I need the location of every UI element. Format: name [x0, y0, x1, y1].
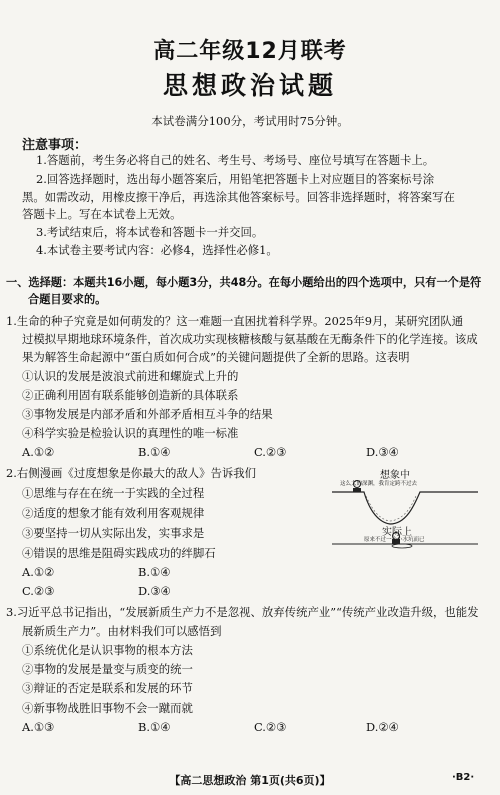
q2-item: ①思维与存在在统一于实践的全过程: [22, 486, 205, 500]
q1-stem: 果为解答生命起源中“蛋白质如何合成”的关键问题提供了全新的思路。这表明: [22, 350, 410, 364]
q1-item: ③事物发展是内部矛盾和外部矛盾相互斗争的结果: [22, 407, 273, 421]
q1-option-a[interactable]: A.①②: [22, 445, 55, 459]
q3-option-d[interactable]: D.②④: [366, 720, 399, 734]
q3-item: ③辩证的否定是联系和发展的环节: [22, 681, 193, 695]
cartoon-drawing: [330, 466, 480, 566]
q1-option-c[interactable]: C.②③: [254, 445, 287, 459]
q2-option-d[interactable]: D.③④: [138, 584, 171, 598]
q1-option-d[interactable]: D.③④: [366, 445, 399, 459]
section-heading: 一、选择题：本题共16小题，每小题3分，共48分。在每小题给出的四个选项中，只有一个是符: [6, 276, 482, 289]
cartoon-label-bottom: 实际上: [382, 527, 412, 538]
q1-stem: 过模拟早期地球环境条件，首次成功实现核糖核酸与氨基酸在无酶条件下的化学连接。该成: [22, 332, 478, 346]
cartoon-illustration: [330, 466, 480, 566]
q2-item: ②适度的想象才能有效利用客观规律: [22, 506, 205, 520]
cartoon-caption-top: 这么大的深渊，我肯定跨不过去: [340, 481, 418, 487]
q1-stem: 1.生命的种子究竟是如何萌发的？这一难题一直困扰着科学界。2025年9月，某研究团队通: [6, 314, 464, 328]
q3-stem: 3.习近平总书记指出，“发展新质生产力不是忽视、放弃传统产业”“传统产业改造升级，也能发: [6, 605, 479, 619]
q2-option-a[interactable]: A.①②: [22, 565, 55, 579]
cartoon-caption-bottom: 原来不过一个小水坑而已: [364, 537, 425, 543]
exam-title: 高二年级12月联考: [153, 39, 347, 64]
q2-stem: 2.右侧漫画《过度想象是你最大的敌人》告诉我们: [6, 466, 257, 480]
paper-code: ·B2·: [452, 772, 475, 783]
q1-item: ④科学实验是检验认识的真理性的唯一标准: [22, 426, 239, 440]
q3-item: ④新事物战胜旧事物不会一蹴而就: [22, 701, 193, 715]
page-footer: 【高二思想政治 第1页(共6页)】: [169, 774, 331, 787]
q3-option-b[interactable]: B.①④: [138, 720, 171, 734]
notice-line: 3.考试结束后，将本试卷和答题卡一并交回。: [36, 225, 264, 239]
q3-item: ②事物的发展是量变与质变的统一: [22, 662, 193, 676]
q2-item: ③要坚持一切从实际出发，实事求是: [22, 526, 205, 540]
q2-option-b[interactable]: B.①④: [138, 565, 171, 579]
exam-meta: 本试卷满分100分，考试用时75分钟。: [151, 114, 349, 128]
notice-line: 答题卡上。写在本试卷上无效。: [22, 207, 182, 221]
notice-heading: 注意事项：: [22, 138, 88, 153]
q1-item: ②正确利用固有联系能够创造新的具体联系: [22, 388, 239, 402]
notice-line: 黑。如需改动，用橡皮擦干净后，再选涂其他答案标号。回答非选择题时，将答案写在: [22, 190, 455, 204]
q1-option-b[interactable]: B.①④: [138, 445, 171, 459]
q3-option-c[interactable]: C.②③: [254, 720, 287, 734]
notice-line: 4.本试卷主要考试内容：必修4，选择性必修1。: [36, 243, 278, 257]
q3-stem: 展新质生产力”。由材料我们可以感悟到: [22, 624, 222, 638]
q3-item: ①系统优化是认识事物的根本方法: [22, 643, 193, 657]
section-heading-cont: 合题目要求的。: [28, 293, 107, 306]
q2-item: ④错误的思维是阻碍实践成功的绊脚石: [22, 546, 216, 560]
q1-item: ①认识的发展是波浪式前进和螺旋式上升的: [22, 369, 239, 383]
cartoon-label-top: 想象中: [380, 470, 410, 481]
exam-subject-title: 思想政治试题: [162, 71, 337, 100]
q3-option-a[interactable]: A.①③: [22, 720, 55, 734]
q2-option-c[interactable]: C.②③: [22, 584, 55, 598]
notice-line: 2.回答选择题时，选出每小题答案后，用铅笔把答题卡上对应题目的答案标号涂: [36, 172, 435, 186]
notice-line: 1.答题前，考生务必将自己的姓名、考生号、考场号、座位号填写在答题卡上。: [36, 153, 435, 167]
